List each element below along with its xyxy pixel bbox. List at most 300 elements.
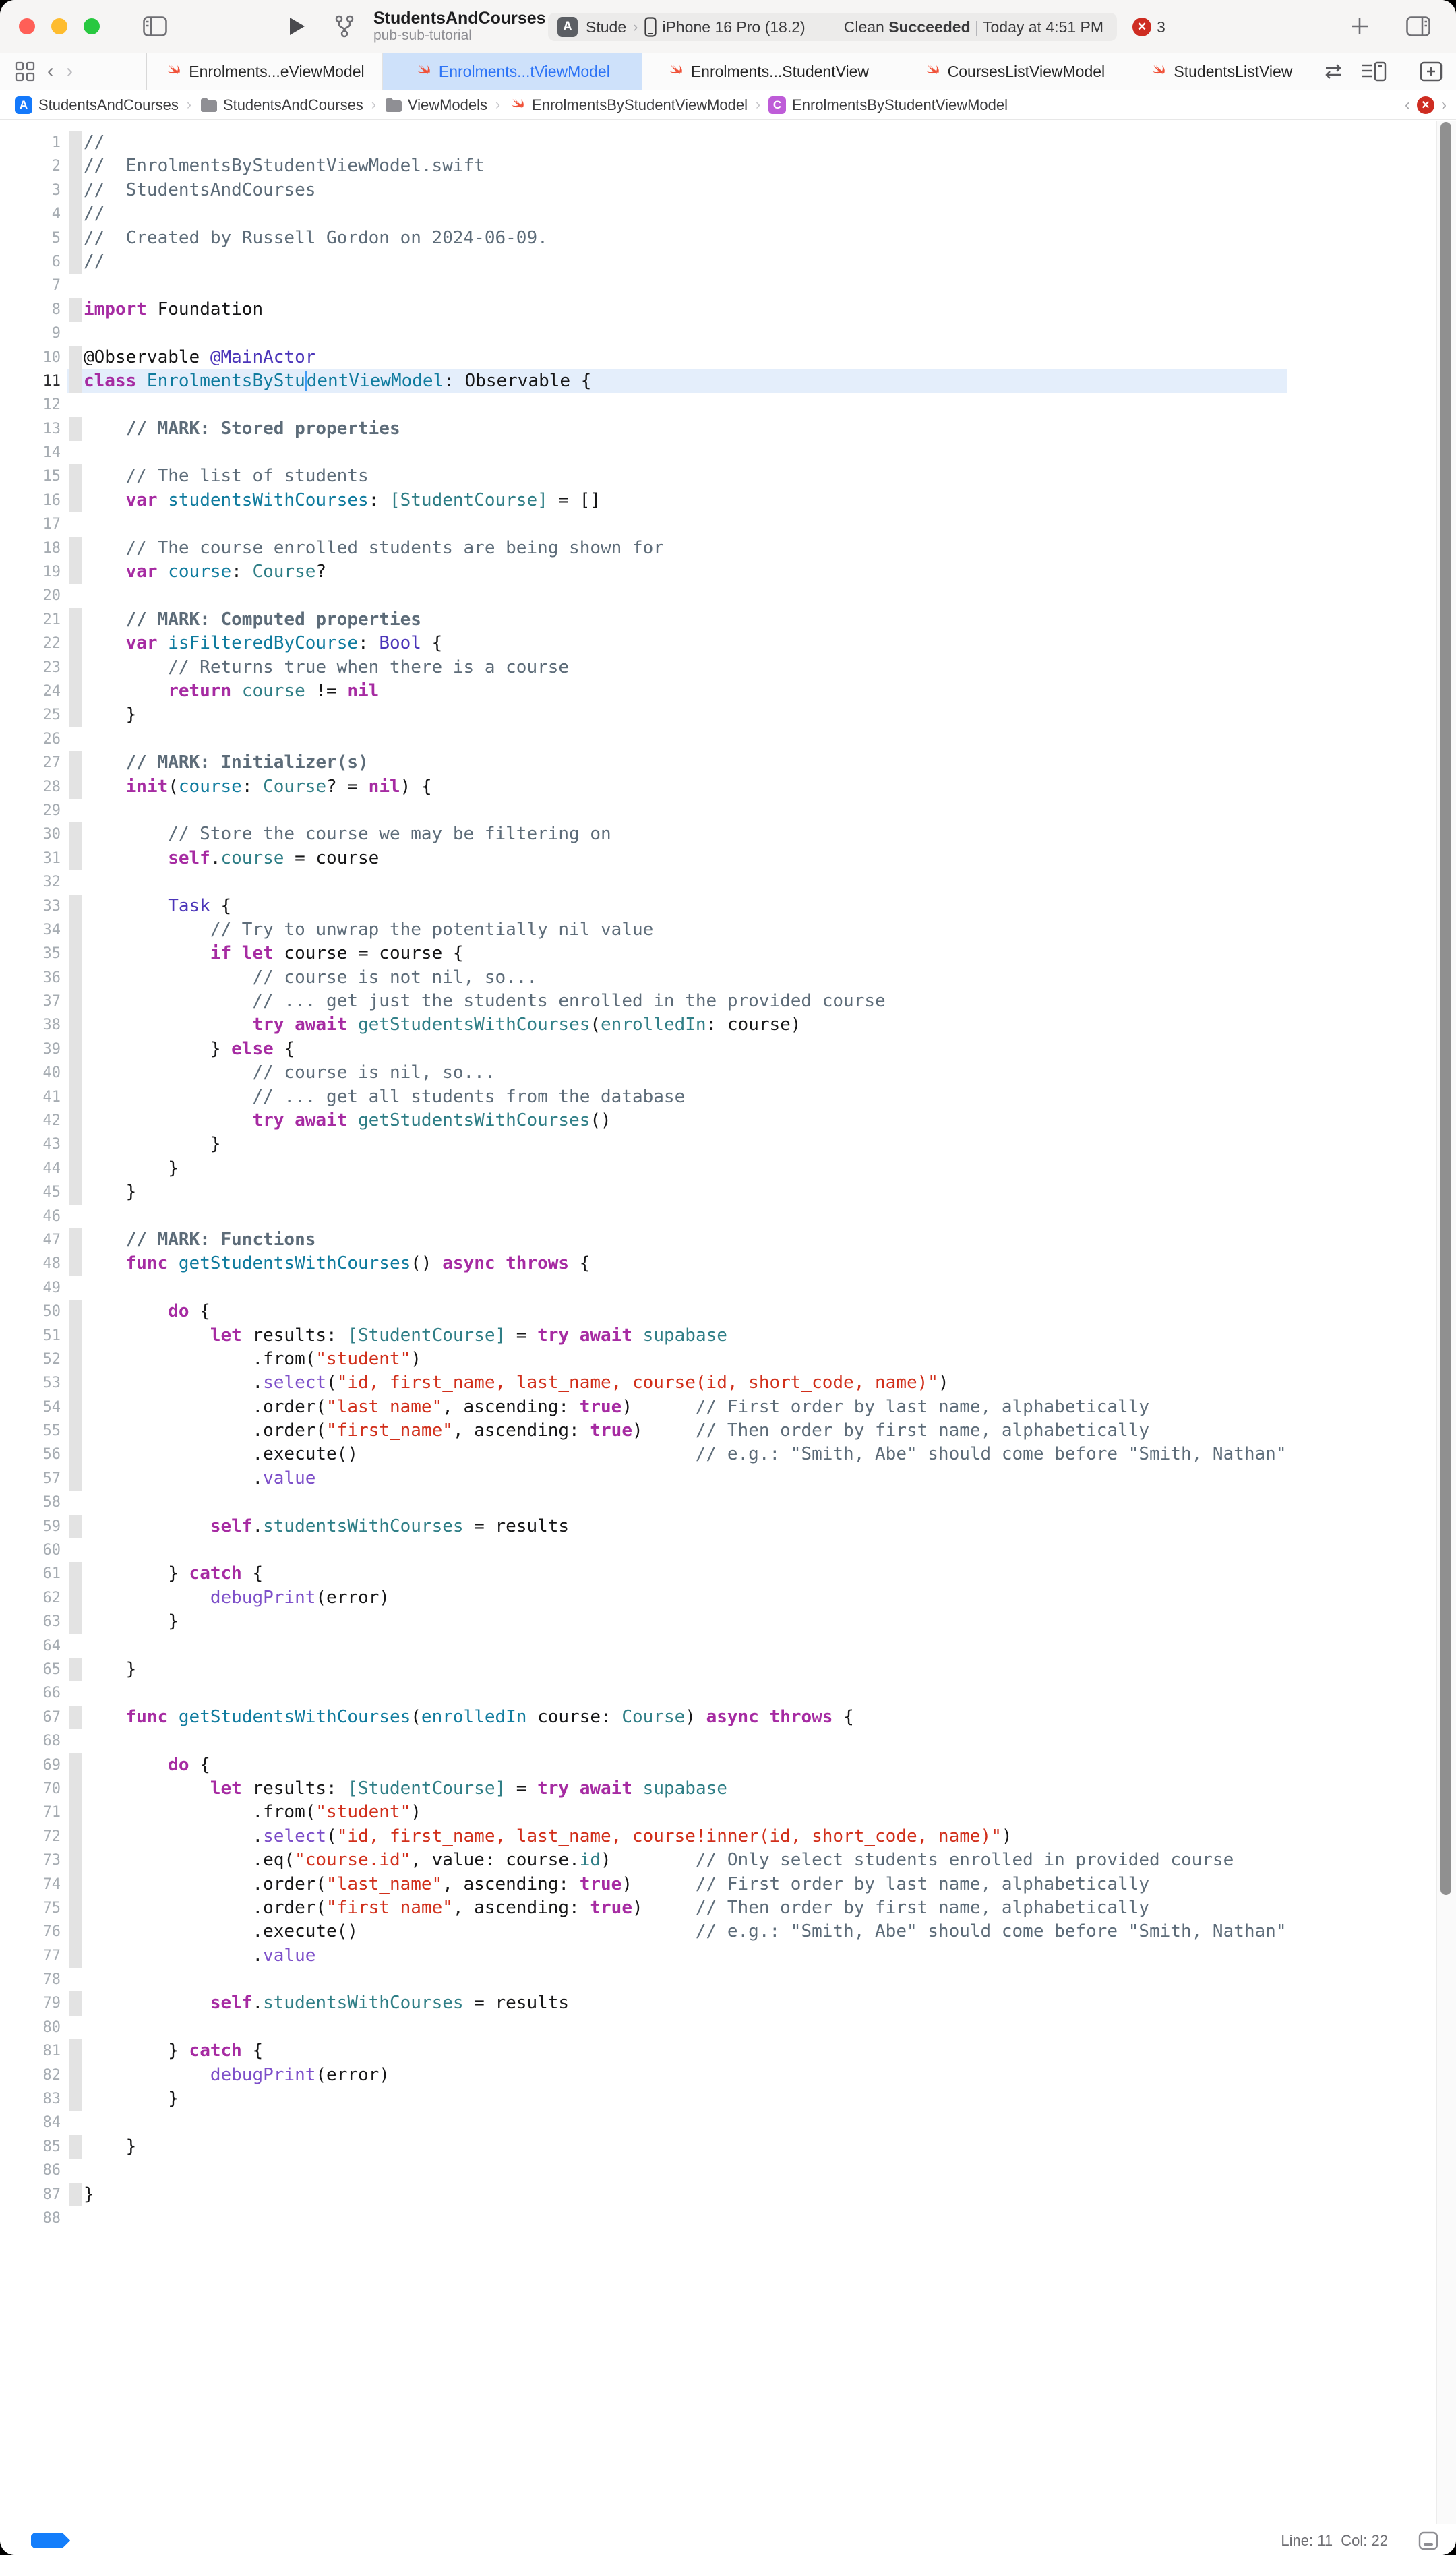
- fold-ribbon[interactable]: [67, 537, 84, 560]
- line-number[interactable]: 10: [0, 346, 67, 369]
- line-number[interactable]: 42: [0, 1109, 67, 1133]
- line-number[interactable]: 41: [0, 1085, 67, 1109]
- swap-arrows-icon[interactable]: [1322, 62, 1345, 81]
- line-number[interactable]: 44: [0, 1157, 67, 1180]
- line-number[interactable]: 23: [0, 656, 67, 680]
- code-text[interactable]: try await getStudentsWithCourses(): [84, 1110, 611, 1131]
- fold-ribbon[interactable]: [67, 1920, 84, 1944]
- code-text[interactable]: }: [84, 2088, 179, 2109]
- minimize-window-button[interactable]: [51, 18, 67, 34]
- line-number[interactable]: 59: [0, 1515, 67, 1538]
- fold-ribbon[interactable]: [67, 1395, 84, 1419]
- code-line[interactable]: [0, 2183, 1287, 2206]
- fold-ribbon[interactable]: [67, 1944, 84, 1968]
- fold-ribbon[interactable]: [67, 1991, 84, 2015]
- fold-ribbon[interactable]: [67, 298, 84, 322]
- line-number[interactable]: 49: [0, 1276, 67, 1300]
- line-number[interactable]: 50: [0, 1300, 67, 1323]
- code-text[interactable]: // Store the course we may be filtering on: [84, 824, 611, 845]
- code-line[interactable]: [0, 895, 1287, 918]
- code-line[interactable]: [0, 1013, 1287, 1037]
- line-number[interactable]: 36: [0, 966, 67, 990]
- line-number[interactable]: 35: [0, 942, 67, 965]
- code-line[interactable]: [0, 1109, 1287, 1133]
- fold-ribbon[interactable]: [67, 1443, 84, 1466]
- line-number[interactable]: 61: [0, 1562, 67, 1586]
- code-line[interactable]: [0, 632, 1287, 655]
- line-number[interactable]: 85: [0, 2135, 67, 2159]
- tab-5[interactable]: [1134, 53, 1308, 90]
- line-number[interactable]: 37: [0, 990, 67, 1013]
- code-line[interactable]: [0, 560, 1287, 584]
- line-number[interactable]: 32: [0, 870, 67, 894]
- code-line[interactable]: [0, 1562, 1287, 1586]
- code-text[interactable]: @Observable @MainActor: [84, 347, 316, 367]
- line-number[interactable]: 78: [0, 1968, 67, 1991]
- code-line[interactable]: [0, 1443, 1287, 1466]
- zoom-window-button[interactable]: [84, 18, 100, 34]
- code-line[interactable]: [0, 1848, 1287, 1872]
- code-line[interactable]: [0, 1324, 1287, 1348]
- fold-ribbon[interactable]: [67, 489, 84, 512]
- code-text[interactable]: // ... get all students from the database: [84, 1086, 686, 1107]
- code-text[interactable]: }: [84, 1611, 179, 1632]
- code-text[interactable]: [84, 727, 1287, 751]
- fold-ribbon[interactable]: [67, 1324, 84, 1348]
- code-line[interactable]: [0, 1634, 1287, 1658]
- code-line[interactable]: [0, 608, 1287, 632]
- code-text[interactable]: self.studentsWithCourses = results: [84, 1515, 570, 1536]
- line-number[interactable]: 8: [0, 298, 67, 322]
- code-line[interactable]: [0, 179, 1287, 202]
- code-line[interactable]: [0, 441, 1287, 464]
- fold-ribbon[interactable]: [67, 2087, 84, 2111]
- code-text[interactable]: if let course = course {: [84, 943, 464, 964]
- code-text[interactable]: .value: [84, 1945, 316, 1966]
- code-editor[interactable]: [0, 121, 1456, 2524]
- code-text[interactable]: import Foundation: [84, 299, 264, 320]
- fold-ribbon[interactable]: [67, 1562, 84, 1586]
- fold-ribbon[interactable]: [67, 680, 84, 703]
- fold-ribbon[interactable]: [67, 632, 84, 655]
- code-text[interactable]: [84, 1276, 1287, 1300]
- line-number[interactable]: 63: [0, 1610, 67, 1633]
- code-line[interactable]: [0, 751, 1287, 775]
- run-button[interactable]: [289, 16, 306, 36]
- fold-ribbon[interactable]: [67, 512, 84, 536]
- tab-4[interactable]: [894, 53, 1134, 90]
- line-number[interactable]: 77: [0, 1944, 67, 1968]
- code-text[interactable]: func getStudentsWithCourses(enrolledIn course: Course) async throws {: [84, 1706, 854, 1727]
- fold-ribbon[interactable]: [67, 1013, 84, 1037]
- code-text[interactable]: [84, 512, 1287, 536]
- code-line[interactable]: [0, 1706, 1287, 1729]
- line-number[interactable]: 60: [0, 1538, 67, 1562]
- scrollbar-thumb[interactable]: [1440, 122, 1451, 1895]
- activity-status[interactable]: Clean Succeeded | Today at 4:51 PM: [843, 18, 1103, 36]
- breadcrumb-item[interactable]: [200, 96, 363, 114]
- code-line[interactable]: [0, 274, 1287, 297]
- code-line[interactable]: [0, 870, 1287, 894]
- code-text[interactable]: [84, 584, 1287, 607]
- code-line[interactable]: [0, 799, 1287, 822]
- code-text[interactable]: [84, 1205, 1287, 1228]
- code-text[interactable]: [84, 1491, 1287, 1514]
- code-line[interactable]: [0, 2111, 1287, 2134]
- code-text[interactable]: }: [84, 2184, 94, 2204]
- code-text[interactable]: // Try to unwrap the potentially nil value: [84, 919, 654, 940]
- line-number[interactable]: 9: [0, 322, 67, 345]
- fold-ribbon[interactable]: [67, 608, 84, 632]
- line-number[interactable]: 17: [0, 512, 67, 536]
- code-text[interactable]: // MARK: Functions: [84, 1229, 316, 1250]
- code-line[interactable]: [0, 1276, 1287, 1300]
- breakpoint-tag[interactable]: [31, 2533, 70, 2548]
- code-text[interactable]: Task {: [168, 895, 232, 916]
- sidebar-toggle-icon[interactable]: [143, 16, 167, 36]
- code-line[interactable]: [0, 393, 1287, 417]
- fold-ribbon[interactable]: [67, 1873, 84, 1896]
- line-number[interactable]: 48: [0, 1252, 67, 1275]
- fold-ribbon[interactable]: [67, 393, 84, 417]
- plus-icon[interactable]: [1349, 16, 1370, 36]
- code-text[interactable]: let results: [StudentCourse] = try await supabase: [84, 1325, 727, 1346]
- code-line[interactable]: [0, 1061, 1287, 1085]
- code-text[interactable]: //: [84, 204, 105, 224]
- code-line[interactable]: [0, 2016, 1287, 2039]
- line-number[interactable]: 70: [0, 1777, 67, 1801]
- fold-ribbon[interactable]: [67, 656, 84, 680]
- code-line[interactable]: [0, 1515, 1287, 1538]
- code-line[interactable]: [0, 990, 1287, 1013]
- code-line[interactable]: [0, 2039, 1287, 2063]
- code-line[interactable]: [0, 1085, 1287, 1109]
- fold-ribbon[interactable]: [67, 322, 84, 345]
- code-text[interactable]: [84, 393, 1287, 417]
- fold-ribbon[interactable]: [67, 179, 84, 202]
- code-line[interactable]: [0, 966, 1287, 990]
- code-line[interactable]: [0, 1681, 1287, 1705]
- line-number[interactable]: 57: [0, 1467, 67, 1491]
- code-line[interactable]: [0, 1491, 1287, 1514]
- fold-ribbon[interactable]: [67, 1467, 84, 1491]
- fold-ribbon[interactable]: [67, 1276, 84, 1300]
- grid-icon[interactable]: [15, 61, 35, 82]
- line-number[interactable]: 58: [0, 1491, 67, 1514]
- code-line[interactable]: [0, 942, 1287, 965]
- code-text[interactable]: .execute() // e.g.: "Smith, Abe" should come before "Smith, Nathan": [84, 1921, 1287, 1942]
- fold-ribbon[interactable]: [67, 751, 84, 775]
- code-text[interactable]: //: [84, 251, 105, 272]
- code-line[interactable]: [0, 250, 1287, 274]
- tab-3[interactable]: [642, 53, 894, 90]
- fold-ribbon[interactable]: [67, 1848, 84, 1872]
- fold-ribbon[interactable]: [67, 441, 84, 464]
- line-number[interactable]: 40: [0, 1061, 67, 1085]
- vertical-scrollbar[interactable]: [1436, 121, 1456, 2524]
- code-line[interactable]: [0, 1467, 1287, 1491]
- line-number[interactable]: 4: [0, 202, 67, 226]
- line-number[interactable]: 84: [0, 2111, 67, 2134]
- fold-ribbon[interactable]: [67, 727, 84, 751]
- code-text[interactable]: var course: Course?: [84, 562, 327, 582]
- fold-ribbon[interactable]: [67, 1348, 84, 1371]
- line-number[interactable]: 80: [0, 2016, 67, 2039]
- code-text[interactable]: [84, 274, 1287, 297]
- code-line[interactable]: [0, 2064, 1287, 2087]
- breadcrumb-item[interactable]: [15, 96, 179, 114]
- code-text[interactable]: init(course: Course? = nil) {: [84, 776, 432, 797]
- fold-ribbon[interactable]: [67, 1586, 84, 1610]
- code-text[interactable]: let results: [StudentCourse] = try await supabase: [84, 1778, 727, 1799]
- fold-ribbon[interactable]: [67, 464, 84, 488]
- fold-ribbon[interactable]: [67, 847, 84, 870]
- code-text[interactable]: // course is nil, so...: [84, 1062, 495, 1083]
- fold-ribbon[interactable]: [67, 918, 84, 942]
- fold-ribbon[interactable]: [67, 1085, 84, 1109]
- scheme-name[interactable]: Stude: [586, 18, 627, 36]
- code-line[interactable]: [0, 417, 1287, 441]
- line-number[interactable]: 30: [0, 822, 67, 846]
- code-line[interactable]: [0, 1419, 1287, 1443]
- code-line[interactable]: [0, 1729, 1287, 1753]
- code-text[interactable]: [84, 1538, 1287, 1562]
- fold-ribbon[interactable]: [67, 1658, 84, 1681]
- fold-ribbon[interactable]: [67, 1825, 84, 1848]
- fold-ribbon[interactable]: [67, 1610, 84, 1633]
- code-text[interactable]: // MARK: Computed properties: [84, 609, 421, 630]
- line-number[interactable]: 75: [0, 1896, 67, 1920]
- breadcrumb-item[interactable]: [768, 96, 1008, 114]
- code-line[interactable]: [0, 1968, 1287, 1991]
- code-line[interactable]: [0, 1658, 1287, 1681]
- code-line[interactable]: [0, 512, 1287, 536]
- code-line[interactable]: [0, 1777, 1287, 1801]
- fold-ribbon[interactable]: [67, 775, 84, 799]
- fold-ribbon[interactable]: [67, 584, 84, 607]
- code-text[interactable]: // MARK: Stored properties: [84, 418, 400, 439]
- code-text[interactable]: var studentsWithCourses: [StudentCourse] = []: [84, 489, 601, 510]
- line-number[interactable]: 1: [0, 131, 67, 154]
- fold-ribbon[interactable]: [67, 1157, 84, 1180]
- code-line[interactable]: [0, 1038, 1287, 1061]
- line-number[interactable]: 15: [0, 464, 67, 488]
- fold-ribbon[interactable]: [67, 1300, 84, 1323]
- code-text[interactable]: [84, 2206, 1287, 2230]
- code-text[interactable]: var isFilteredByCourse: Bool {: [84, 633, 443, 654]
- line-number[interactable]: 64: [0, 1634, 67, 1658]
- code-line[interactable]: [0, 154, 1287, 178]
- prev-issue-chevron[interactable]: ‹: [1405, 95, 1410, 114]
- code-line[interactable]: [0, 202, 1287, 226]
- code-line[interactable]: [0, 346, 1287, 369]
- line-number[interactable]: 7: [0, 274, 67, 297]
- code-line[interactable]: [0, 1538, 1287, 1562]
- code-line[interactable]: [0, 822, 1287, 846]
- code-text[interactable]: }: [84, 1134, 221, 1155]
- fold-ribbon[interactable]: [67, 1205, 84, 1228]
- error-count-badge[interactable]: [1132, 18, 1165, 36]
- line-number[interactable]: 88: [0, 2206, 67, 2230]
- line-number[interactable]: 27: [0, 751, 67, 775]
- line-number[interactable]: 12: [0, 393, 67, 417]
- line-number[interactable]: 54: [0, 1395, 67, 1419]
- code-line[interactable]: [0, 1920, 1287, 1944]
- fold-ribbon[interactable]: [67, 870, 84, 894]
- line-number[interactable]: 74: [0, 1873, 67, 1896]
- line-number[interactable]: 71: [0, 1801, 67, 1824]
- fold-ribbon[interactable]: [67, 1896, 84, 1920]
- code-text[interactable]: .from("student"): [84, 1802, 421, 1823]
- run-destination[interactable]: iPhone 16 Pro (18.2): [662, 18, 806, 36]
- code-text[interactable]: [84, 1729, 1287, 1753]
- code-text[interactable]: .from("student"): [84, 1348, 421, 1369]
- code-text[interactable]: }: [84, 1659, 137, 1679]
- issue-error-icon[interactable]: ✕: [1417, 96, 1434, 114]
- line-number[interactable]: 46: [0, 1205, 67, 1228]
- fold-ribbon[interactable]: [67, 2111, 84, 2134]
- code-text[interactable]: } else {: [84, 1038, 295, 1059]
- fold-ribbon[interactable]: [67, 2206, 84, 2230]
- line-number[interactable]: 34: [0, 918, 67, 942]
- line-number[interactable]: 28: [0, 775, 67, 799]
- code-text[interactable]: class EnrolmentsByStudentViewModel: Observable {: [84, 369, 1287, 393]
- line-number[interactable]: 67: [0, 1706, 67, 1729]
- code-line[interactable]: [0, 537, 1287, 560]
- code-text[interactable]: }: [84, 1182, 137, 1203]
- line-number[interactable]: 47: [0, 1228, 67, 1252]
- code-text[interactable]: .select("id, first_name, last_name, course!inner(id, short_code, name)"): [84, 1826, 1012, 1846]
- code-line[interactable]: [0, 1228, 1287, 1252]
- fold-ribbon[interactable]: [67, 560, 84, 584]
- fold-ribbon[interactable]: [67, 1419, 84, 1443]
- code-line[interactable]: [0, 2087, 1287, 2111]
- fold-ribbon[interactable]: [67, 1634, 84, 1658]
- code-text[interactable]: // course is not nil, so...: [84, 967, 538, 988]
- code-line[interactable]: [0, 1300, 1287, 1323]
- code-line[interactable]: [0, 1205, 1287, 1228]
- line-number[interactable]: 25: [0, 703, 67, 727]
- line-number[interactable]: 52: [0, 1348, 67, 1371]
- code-text[interactable]: [84, 870, 1287, 894]
- code-text[interactable]: }: [84, 1158, 179, 1178]
- code-line[interactable]: [0, 656, 1287, 680]
- code-line[interactable]: [0, 1896, 1287, 1920]
- code-text[interactable]: .order("last_name", ascending: true) // First order by last name, alphabetically: [84, 1873, 1150, 1894]
- code-text[interactable]: [84, 441, 1287, 464]
- code-line[interactable]: [0, 847, 1287, 870]
- back-chevron[interactable]: ‹: [47, 60, 54, 82]
- fold-ribbon[interactable]: [67, 1371, 84, 1395]
- line-number[interactable]: 66: [0, 1681, 67, 1705]
- fold-ribbon[interactable]: [67, 1061, 84, 1085]
- fold-ribbon[interactable]: [67, 2135, 84, 2159]
- line-number[interactable]: 24: [0, 680, 67, 703]
- editor-layout-icon[interactable]: [1361, 61, 1387, 82]
- code-text[interactable]: [84, 1634, 1287, 1658]
- code-line[interactable]: [0, 1753, 1287, 1777]
- line-number[interactable]: 79: [0, 1991, 67, 2015]
- fold-ribbon[interactable]: [67, 1538, 84, 1562]
- code-text[interactable]: do {: [84, 1754, 210, 1775]
- line-number[interactable]: 62: [0, 1586, 67, 1610]
- code-text[interactable]: // Returns true when there is a course: [84, 657, 570, 678]
- tab-2[interactable]: [383, 53, 642, 90]
- code-text[interactable]: debugPrint(error): [210, 1587, 390, 1608]
- line-number[interactable]: 13: [0, 417, 67, 441]
- code-text[interactable]: [84, 322, 1287, 345]
- fold-ribbon[interactable]: [67, 990, 84, 1013]
- fold-ribbon[interactable]: [67, 1133, 84, 1156]
- line-number[interactable]: 39: [0, 1038, 67, 1061]
- fold-ribbon[interactable]: [67, 2159, 84, 2182]
- line-number[interactable]: 81: [0, 2039, 67, 2063]
- line-number[interactable]: 11: [0, 369, 67, 393]
- code-text[interactable]: .eq("course.id", value: course.id) // Only select students enrolled in provided course: [84, 1850, 1234, 1871]
- code-text[interactable]: .value: [84, 1468, 316, 1489]
- line-number[interactable]: 86: [0, 2159, 67, 2182]
- code-line[interactable]: [0, 1610, 1287, 1633]
- fold-ribbon[interactable]: [67, 202, 84, 226]
- code-line[interactable]: [0, 1133, 1287, 1156]
- fold-ribbon[interactable]: [67, 1706, 84, 1729]
- code-line[interactable]: [0, 1801, 1287, 1824]
- fold-ribbon[interactable]: [67, 822, 84, 846]
- line-number[interactable]: 21: [0, 608, 67, 632]
- code-line[interactable]: [0, 1944, 1287, 1968]
- code-text[interactable]: // StudentsAndCourses: [84, 179, 316, 200]
- fold-ribbon[interactable]: [67, 1228, 84, 1252]
- fold-ribbon[interactable]: [67, 1968, 84, 1991]
- fold-ribbon[interactable]: [67, 154, 84, 178]
- fold-ribbon[interactable]: [67, 966, 84, 990]
- code-text[interactable]: .select("id, first_name, last_name, course(id, short_code, name)"): [84, 1373, 949, 1393]
- code-line[interactable]: [0, 1180, 1287, 1204]
- code-text[interactable]: [84, 1681, 1287, 1705]
- code-line[interactable]: [0, 1348, 1287, 1371]
- line-number[interactable]: 19: [0, 560, 67, 584]
- line-number[interactable]: 43: [0, 1133, 67, 1156]
- code-line[interactable]: [0, 703, 1287, 727]
- line-number[interactable]: 22: [0, 632, 67, 655]
- line-number[interactable]: 2: [0, 154, 67, 178]
- code-text[interactable]: // MARK: Initializer(s): [84, 752, 369, 773]
- code-line[interactable]: [0, 727, 1287, 751]
- line-number[interactable]: 38: [0, 1013, 67, 1037]
- code-text[interactable]: }: [84, 704, 137, 725]
- code-text[interactable]: // Created by Russell Gordon on 2024-06-09.: [84, 227, 548, 248]
- fold-ribbon[interactable]: [67, 1180, 84, 1204]
- forward-chevron[interactable]: ›: [66, 60, 73, 82]
- fold-ribbon[interactable]: [67, 2016, 84, 2039]
- fold-ribbon[interactable]: [67, 417, 84, 441]
- code-text[interactable]: [84, 2159, 1287, 2182]
- fold-ribbon[interactable]: [67, 1801, 84, 1824]
- code-text[interactable]: .order("first_name", ascending: true) // Then order by first name, alphabetically: [84, 1897, 1150, 1918]
- line-number[interactable]: 87: [0, 2183, 67, 2206]
- close-window-button[interactable]: [19, 18, 35, 34]
- line-number[interactable]: 72: [0, 1825, 67, 1848]
- code-text[interactable]: // The course enrolled students are being shown for: [84, 537, 664, 558]
- code-line[interactable]: [0, 918, 1287, 942]
- code-line[interactable]: [0, 489, 1287, 512]
- fold-ribbon[interactable]: [67, 1109, 84, 1133]
- next-issue-chevron[interactable]: ›: [1441, 95, 1447, 114]
- fold-ribbon[interactable]: [67, 942, 84, 965]
- add-editor-icon[interactable]: [1420, 61, 1443, 82]
- code-line[interactable]: [0, 1991, 1287, 2015]
- code-text[interactable]: } catch {: [84, 1563, 264, 1584]
